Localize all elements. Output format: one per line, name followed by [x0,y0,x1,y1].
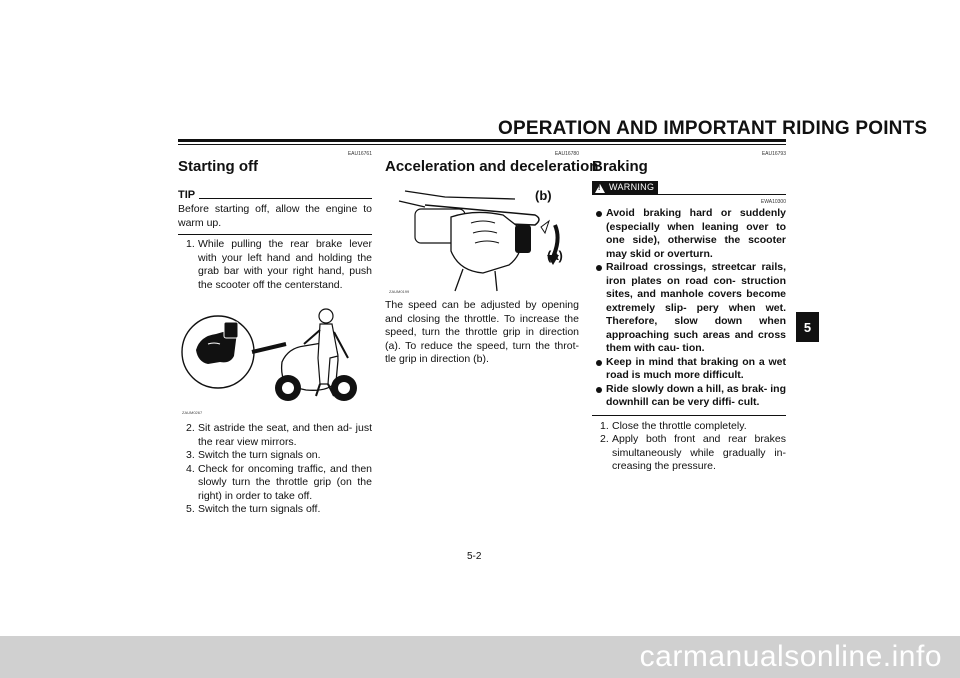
bullet-icon [596,211,602,217]
tip-label: TIP [178,189,196,201]
warning-code: EWA10300 [760,199,786,205]
warning-badge [592,181,658,195]
bullet-icon [596,387,602,393]
steps-list-part2 [178,422,372,517]
section-code: EAU16793 [761,151,786,157]
section-code: EAU16780 [554,151,579,157]
tip-header [178,189,372,201]
header-rule [178,139,786,145]
list-item: 2. Apply both front and rear brakes simultaneously while gradually in- creasing the pressure. [600,433,786,472]
braking-steps [592,420,786,474]
bullet-icon [596,360,602,366]
figure-code: ZAUM0267 [182,410,203,415]
section-braking [592,148,786,474]
section-heading: Braking [592,158,648,175]
list-item: 2. Sit astride the seat, and then ad- just the rear view mirrors. [186,422,372,448]
warning-rule [658,194,786,195]
warning-item: Keep in mind that braking on a wet road is much more difficult. [592,356,786,383]
warning-header [592,181,786,195]
scooter-illustration [178,300,372,418]
list-item: 5. Switch the turn signals off. [186,503,321,515]
section-acceleration [385,148,599,367]
tip-rule [199,198,372,199]
steps-list-part1 [178,238,372,292]
list-item: 1. Close the throttle completely. [600,419,747,432]
list-item: 1. While pulling the rear brake lever with your left hand and holding the grab bar with your right hand, push the scooter off the centerstand. [186,238,372,291]
page-header-title: OPERATION AND IMPORTANT RIDING POINTS [498,118,928,139]
chapter-tab[interactable]: 5 [796,312,819,342]
list-item: 4. Check for oncoming traffic, and then slowly turn the throttle grip (on the right) in order to take off. [186,462,372,502]
warning-item: Avoid braking hard or suddenly (especially when leaning over to one side), otherwise the scooter may skid or overturn. [592,207,786,261]
section-starting-off [178,148,372,517]
figure-throttle-grip [385,181,579,299]
section-paragraph: The speed can be adjusted by opening and closing the throttle. To increase the speed, turn the throttle grip in direction (a). To reduce the speed, turn the throt- tle grip in direction (b). [385,299,579,365]
figure-scooter-centerstand [178,300,372,420]
page-number: 5-2 [467,551,482,562]
bullet-icon [596,265,602,271]
tip-end-rule [178,234,372,235]
figure-code: ZAUM0199 [389,289,410,294]
section-heading: Starting off [178,158,258,175]
section-code: EAU16761 [347,151,372,157]
warning-icon [595,184,605,193]
figure-label-a: (a) [547,248,563,263]
list-item: 3. Switch the turn signals on. [186,449,321,461]
warning-item: Ride slowly down a hill, as brak- ing downhill can be very diffi- cult. [592,383,786,410]
warning-item: Railroad crossings, streetcar rails, iron plates on road con- struction sites, and manhole covers become extremely slip- pery when wet. Therefore, slow down when approaching such areas and cross them with cau- tion. [592,261,786,356]
watermark-link[interactable]: carmanualsonline.info [639,640,942,673]
figure-label-b: (b) [535,188,552,203]
warning-end-rule [592,415,786,416]
warning-list [592,207,786,410]
warning-label: WARNING [609,182,655,193]
tip-text: Before starting off, allow the engine to warm up. [178,203,372,229]
section-heading: Acceleration and deceleration [385,158,599,175]
